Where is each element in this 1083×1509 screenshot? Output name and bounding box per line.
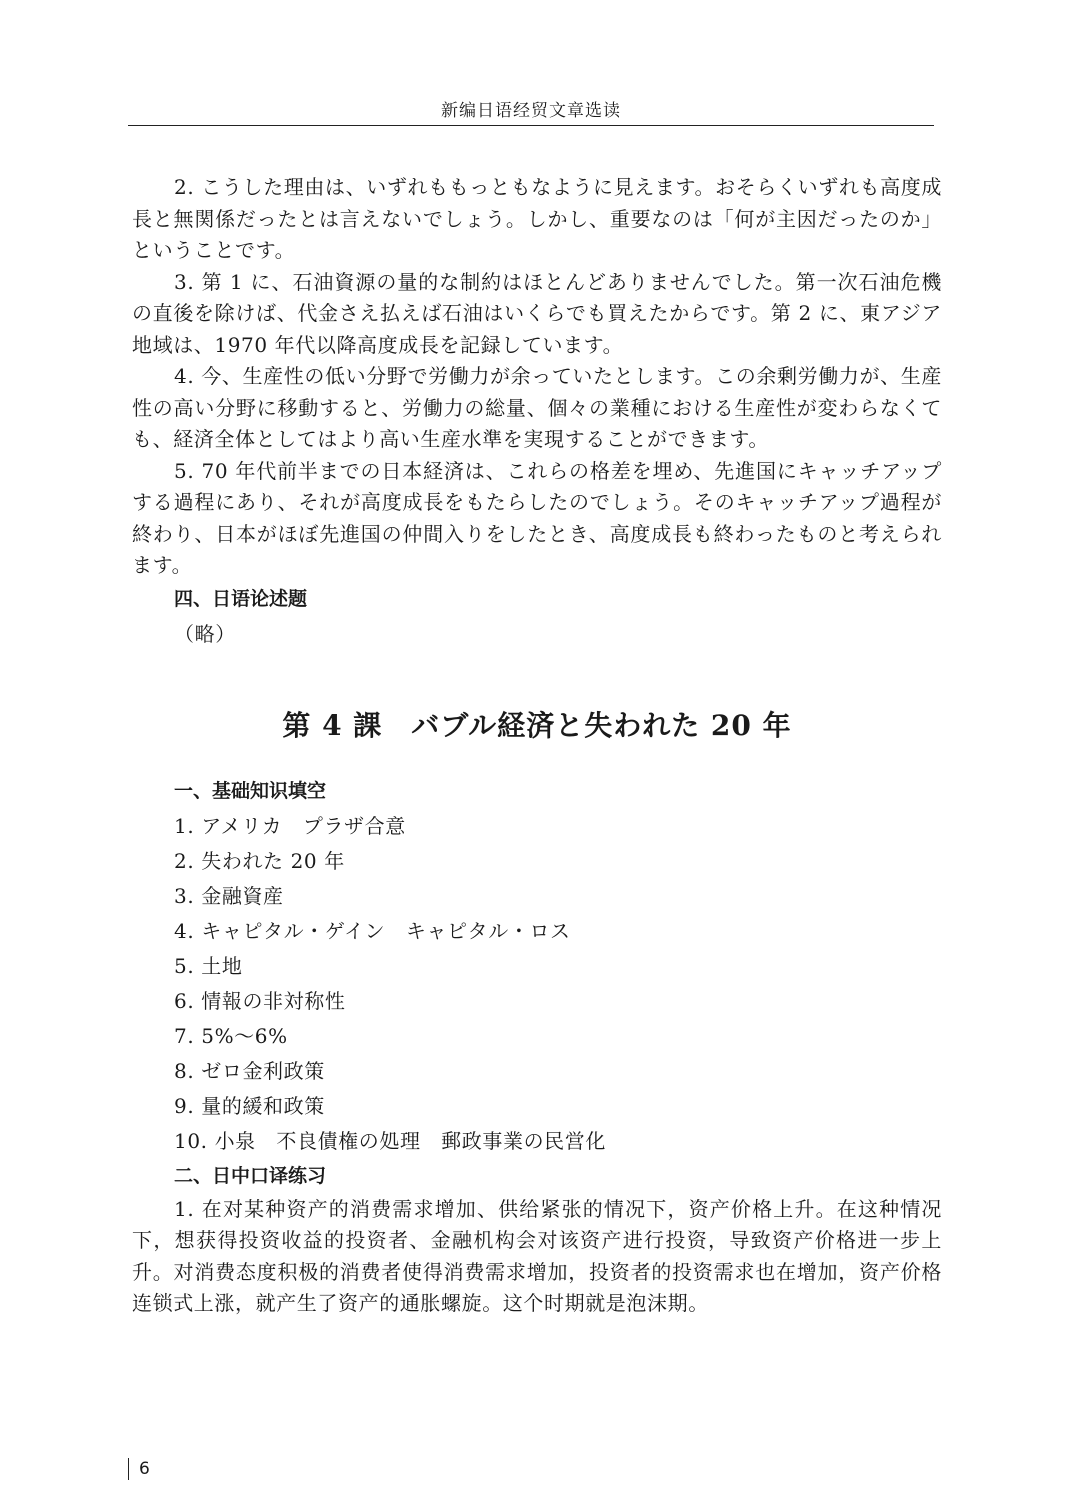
- section-note-omitted: （略）: [174, 621, 236, 646]
- list-item: 9. 量的緩和政策: [174, 1093, 325, 1118]
- running-head: 新编日语经贸文章选读: [128, 96, 934, 126]
- list-item: 4. キャピタル・ゲイン キャピタル・ロス: [174, 918, 571, 943]
- answer-paragraph-3: 3. 第 1 に、石油資源の量的な制約はほとんどありませんでした。第一次石油危機の直後を除けば、代金さえ払えば石油はいくらでも買えたからです。第 2 に、東アジア地域は、1970 年代以降高度成長を記録しています。: [132, 269, 942, 357]
- list-item: 3. 金融資産: [174, 883, 284, 908]
- fill-in-answer-list: [132, 809, 942, 1159]
- list-item: 8. ゼロ金利政策: [174, 1058, 325, 1083]
- page-number: 6: [128, 1458, 150, 1480]
- section-heading-fill-in: 一、基础知识填空: [174, 779, 327, 802]
- page-body: [132, 172, 942, 1320]
- list-item: 5. 土地: [174, 953, 243, 978]
- answer-paragraph-4: 4. 今、生産性の低い分野で労働力が余っていたとします。この余剰労働力が、生産性の高い分野に移動すると、労働力の総量、個々の業種における生産性が変わらなくても、経済全体としてはより高い生産水準を実現することができます。: [132, 364, 942, 451]
- list-item: 1. アメリカ プラザ合意: [174, 813, 406, 838]
- answer-paragraph-5: 5. 70 年代前半までの日本経済は、これらの格差を埋め、先進国にキャッチアップする過程にあり、それが高度成長をもたらしたのでしょう。そのキャッチアップ過程が終わり、日本がほぼ先進国の仲間入りをしたとき、高度成長も終わったものと考えられます。: [132, 458, 942, 577]
- answer-paragraph-2: 2. こうした理由は、いずれももっともなように見えます。おそらくいずれも高度成長と無関係だったとは言えないでしょう。しかし、重要なのは「何が主因だったのか」ということです。: [132, 175, 942, 262]
- list-item: 10. 小泉 不良債権の処理 郵政事業の民営化: [174, 1128, 606, 1153]
- list-item: 6. 情報の非対称性: [174, 988, 346, 1013]
- section-heading-interpretation: 二、日中口译练习: [174, 1164, 327, 1187]
- lesson-title: 第 4 課 バブル経済と失われた 20 年: [282, 708, 792, 742]
- section-heading-essay: 四、日语论述题: [174, 587, 308, 610]
- list-item: 2. 失われた 20 年: [174, 848, 345, 873]
- interpretation-paragraph-1: 1. 在对某种资产的消费需求增加、供给紧张的情况下，资产价格上升。在这种情况下，想获得投资收益的投资者、金融机构会对该资产进行投资，导致资产价格进一步上升。对消费态度积极的消费者使得消费需求增加，投资者的投资需求也在增加，资产价格连锁式上涨，就产生了资产的通胀螺旋。这个时期就是泡沫期。: [132, 1196, 942, 1315]
- list-item: 7. 5%～6%: [174, 1023, 288, 1048]
